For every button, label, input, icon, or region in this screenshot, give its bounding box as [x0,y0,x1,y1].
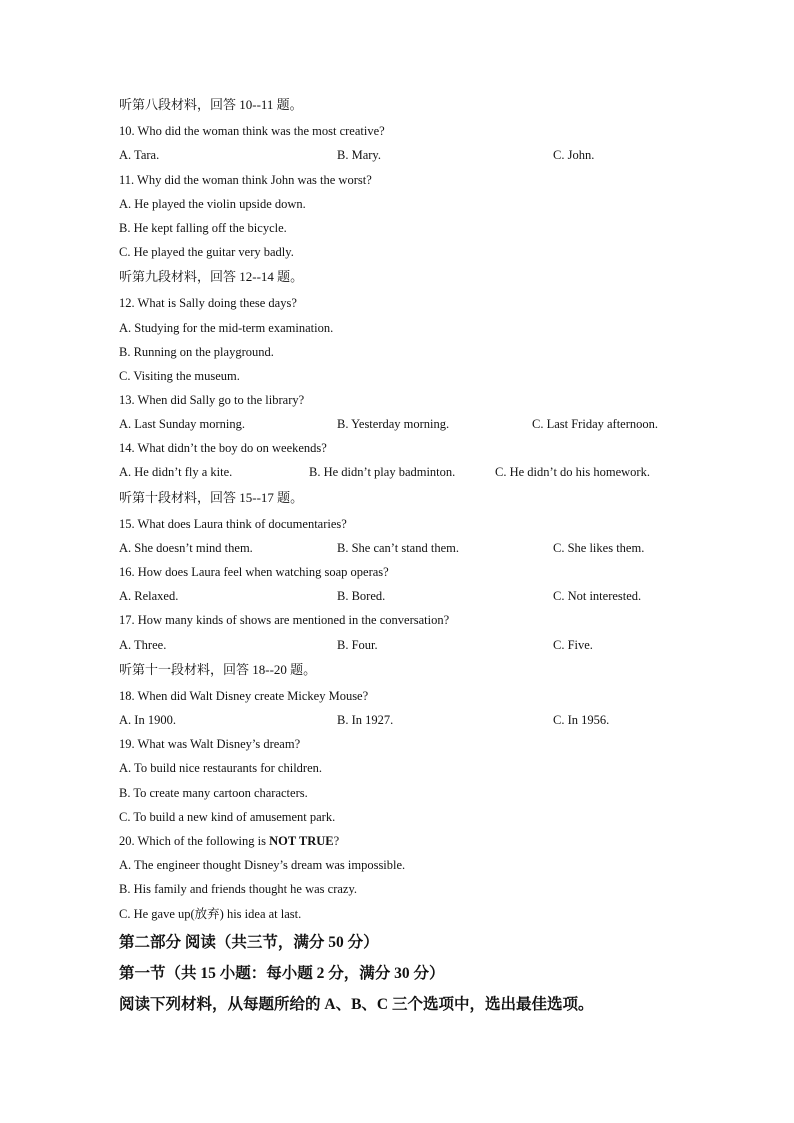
q11-option-c: C. He played the guitar very badly. [119,245,294,259]
q14-option-b: B. He didn’t play badminton. [309,465,456,479]
question-14: 14. What didn’t the boy do on weekends? [119,441,327,455]
q20-option-c: C. He gave up(放弃) his idea at last. [119,907,302,921]
q10-option-a: A. Tara. [119,148,160,162]
q15-option-c: C. She likes them. [553,541,645,555]
q17-option-b: B. Four. [337,638,378,652]
q17-option-c: C. Five. [553,638,593,652]
q12-option-b: B. Running on the playground. [119,345,274,359]
question-13: 13. When did Sally go to the library? [119,393,305,407]
q11-option-b: B. He kept falling off the bicycle. [119,221,287,235]
q13-option-b: B. Yesterday morning. [337,417,450,431]
question-17: 17. How many kinds of shows are mentioned in the conversation? [119,613,450,627]
q19-option-c: C. To build a new kind of amusement park. [119,810,336,824]
section-heading-9: 听第九段材料，回答 12--14 题。 [119,269,304,284]
q14-option-c: C. He didn’t do his homework. [495,465,650,479]
q17-option-a: A. Three. [119,638,167,652]
q16-option-c: C. Not interested. [553,589,642,603]
q13-option-c: C. Last Friday afternoon. [532,417,659,431]
q10-option-b: B. Mary. [337,148,381,162]
question-18: 18. When did Walt Disney create Mickey Mouse? [119,689,369,703]
q20-stem-pre: 20. Which of the following is [119,834,270,848]
part2-title: 第二部分 阅读（共三节，满分 50 分） [119,934,379,951]
q11-option-a: A. He played the violin upside down. [119,197,306,211]
question-11: 11. Why did the woman think John was the worst? [119,173,372,187]
q20-option-b: B. His family and friends thought he was crazy. [119,882,358,896]
q20-option-a: A. The engineer thought Disney’s dream was impossible. [119,858,406,872]
q15-option-a: A. She doesn’t mind them. [119,541,253,555]
q10-option-c: C. John. [553,148,595,162]
q20-stem-emphasis: NOT TRUE [269,834,334,848]
q20-stem-post: ? [333,834,340,848]
part2-instructions: 阅读下列材料，从每题所给的 A、B、C 三个选项中，选出最佳选项。 [119,996,594,1013]
q18-option-c: C. In 1956. [553,713,610,727]
q12-option-a: A. Studying for the mid-term examination. [119,321,334,335]
question-10: 10. Who did the woman think was the most creative? [119,124,385,138]
q15-option-b: B. She can’t stand them. [337,541,459,555]
q19-option-b: B. To create many cartoon characters. [119,786,308,800]
q19-option-a: A. To build nice restaurants for children. [119,761,323,775]
q12-option-c: C. Visiting the museum. [119,369,240,383]
section-heading-10: 听第十段材料，回答 15--17 题。 [119,490,304,505]
section-heading-11: 听第十一段材料，回答 18--20 题。 [119,662,317,677]
question-19: 19. What was Walt Disney’s dream? [119,737,301,751]
q16-option-a: A. Relaxed. [119,589,179,603]
part2-section1-title: 第一节（共 15 小题：每小题 2 分，满分 30 分） [119,965,445,982]
q16-option-b: B. Bored. [337,589,386,603]
q14-option-a: A. He didn’t fly a kite. [119,465,233,479]
question-15: 15. What does Laura think of documentaries? [119,517,347,531]
q18-option-a: A. In 1900. [119,713,176,727]
section-heading-8: 听第八段材料，回答 10--11 题。 [119,97,303,112]
question-20 [119,833,339,849]
q18-option-b: B. In 1927. [337,713,394,727]
question-12: 12. What is Sally doing these days? [119,296,297,310]
question-16: 16. How does Laura feel when watching soap operas? [119,565,389,579]
q13-option-a: A. Last Sunday morning. [119,417,246,431]
